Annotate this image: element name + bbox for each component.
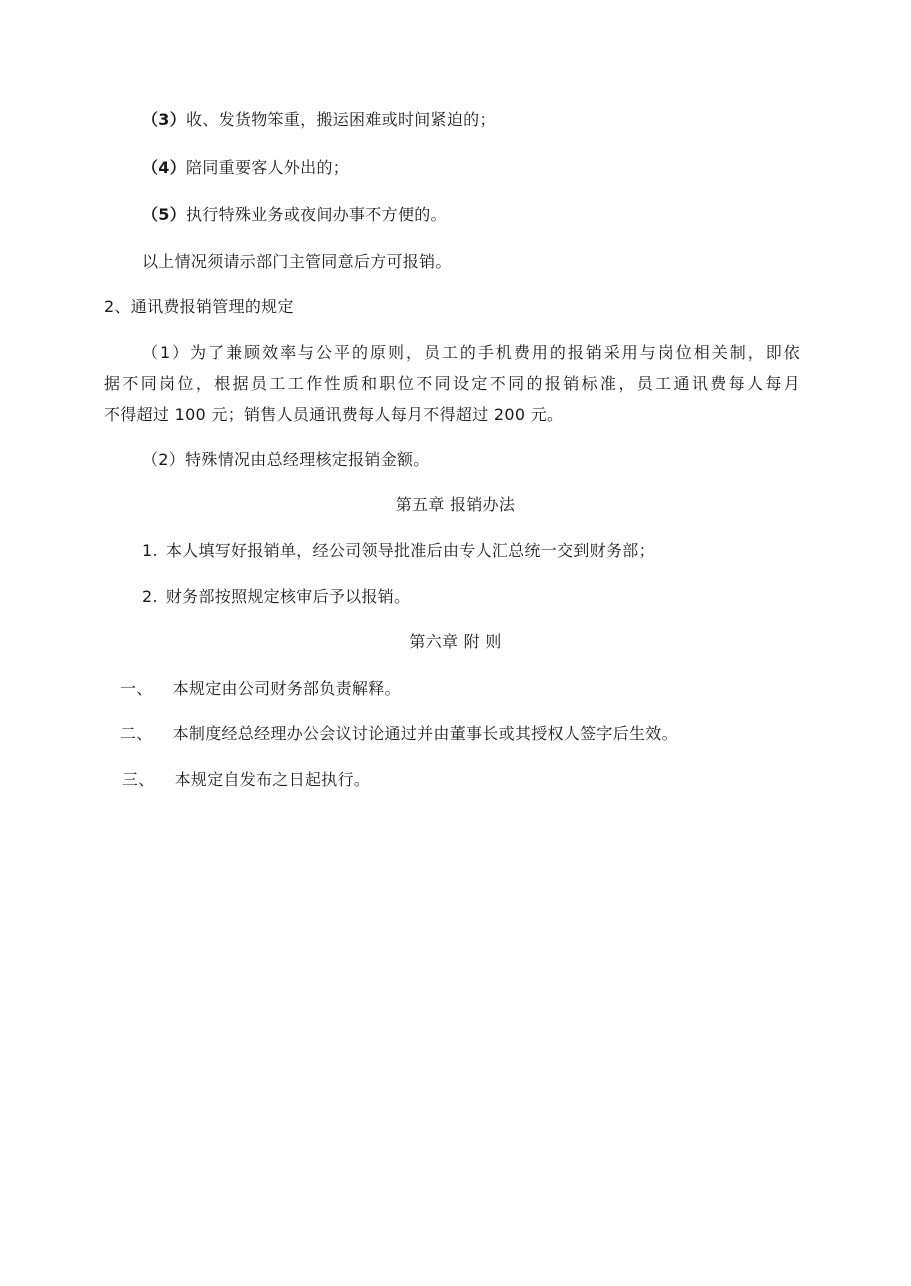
list-item-text: 执行特殊业务或夜间办事不方便的。 [186, 205, 447, 224]
paragraph-item-2 [142, 450, 430, 470]
numbered-item [142, 541, 655, 561]
list-item-4 [142, 158, 349, 178]
list-item-number: （4） [142, 158, 187, 177]
chapter-title: 第五章 报销办法 [395, 495, 516, 514]
item-number: 二、 [120, 724, 153, 743]
paragraph-line-3: 不得超过 100 元；销售人员通讯费每人每月不得超过 200 元。 [104, 405, 564, 424]
list-item-text: 收、发货物笨重，搬运困难或时间紧迫的； [186, 110, 496, 129]
item-text: 本规定由公司财务部负责解释。 [172, 679, 401, 698]
item-number: 一、 [120, 679, 153, 698]
item-text: 财务部按照规定核审后予以报销。 [165, 587, 411, 606]
paragraph-number: （1） [142, 343, 191, 362]
paragraph-number: （2） [142, 450, 186, 469]
list-item-number: （5） [142, 205, 187, 224]
list-item-text: 陪同重要客人外出的； [186, 158, 350, 177]
paragraph-line-2: 据不同岗位，根据员工工作性质和职位不同设定不同的报销标准，员工通讯费每人每月 [104, 374, 800, 393]
article-item [120, 679, 401, 699]
item-number: 2. [142, 587, 158, 606]
paragraph-text: 特殊情况由总经理核定报销金额。 [185, 450, 430, 469]
item-number: 三、 [122, 770, 155, 789]
item-text: 本人填写好报销单，经公司领导批准后由专人汇总统一交到财务部； [165, 541, 655, 560]
list-item-number: （3） [142, 110, 187, 129]
article-item [122, 770, 370, 790]
article-item [120, 724, 678, 744]
item-number: 1. [142, 541, 158, 560]
numbered-item [142, 587, 410, 607]
list-item-5 [142, 205, 447, 225]
item-text: 本制度经总经理办公会议讨论通过并由董事长或其授权人签字后生效。 [172, 724, 678, 743]
list-item-3 [142, 110, 496, 130]
approval-note: 以上情况须请示部门主管同意后方可报销。 [142, 252, 452, 271]
chapter-title: 第六章 附 则 [409, 632, 502, 651]
section-heading: 2、通讯费报销管理的规定 [104, 297, 294, 316]
item-text: 本规定自发布之日起执行。 [174, 770, 371, 789]
paragraph-line-1 [104, 343, 800, 363]
paragraph-text: 为了兼顾效率与公平的原则，员工的手机费用的报销采用与岗位相关制，即依 [190, 343, 800, 362]
